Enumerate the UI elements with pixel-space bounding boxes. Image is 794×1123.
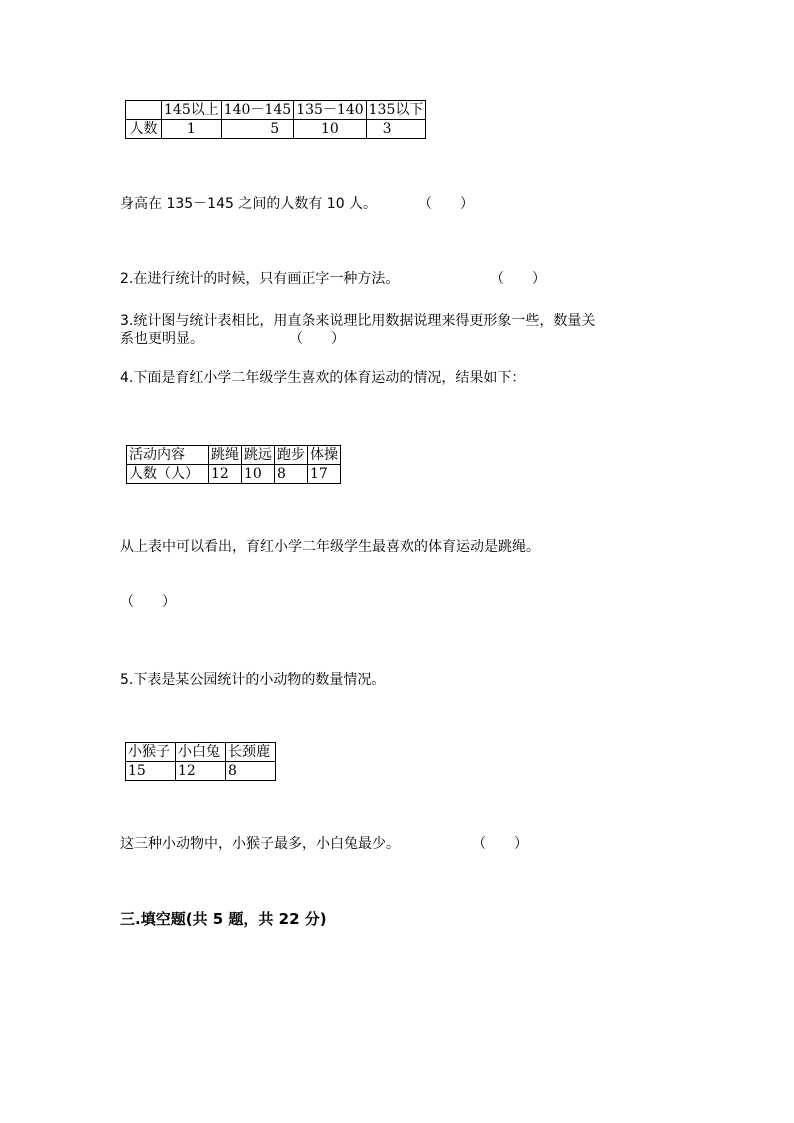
table-cell: 1 (162, 120, 222, 139)
q3-statement-line2: 系也更明显。 (120, 331, 204, 347)
table-row (127, 465, 341, 484)
q4-statement: 从上表中可以看出，育红小学二年级学生最喜欢的体育运动是跳绳。 (120, 539, 540, 555)
height-table (125, 100, 426, 139)
table-cell: 长颈鹿 (226, 743, 276, 762)
q5-prompt: 5.下表是某公园统计的小动物的数量情况。 (120, 672, 386, 688)
table-cell: 145以上 (162, 101, 222, 120)
table-cell: 135－140 (294, 101, 366, 120)
table-cell: 跑步 (275, 446, 308, 465)
table-cell: 3 (366, 120, 426, 139)
table-header-row (126, 743, 276, 762)
animals-table (125, 742, 276, 781)
table-cell (126, 101, 162, 120)
table-cell: 小白兔 (176, 743, 226, 762)
table-cell: 跳绳 (209, 446, 242, 465)
table-cell: 活动内容 (127, 446, 209, 465)
q4-answer-paren[interactable]: （ ） (120, 594, 176, 610)
q1-statement: 身高在 135－145 之间的人数有 10 人。 (120, 196, 378, 212)
table-cell: 5 (221, 120, 293, 139)
table-cell: 8 (275, 465, 308, 484)
q2-statement: 2.在进行统计的时候，只有画正字一种方法。 (120, 271, 400, 287)
table-cell: 跳远 (242, 446, 275, 465)
q2-answer-paren[interactable]: （ ） (490, 271, 546, 287)
q5-answer-paren[interactable]: （ ） (472, 836, 528, 852)
table-cell: 小猴子 (126, 743, 176, 762)
q4-prompt: 4.下面是育红小学二年级学生喜欢的体育运动的情况，结果如下： (120, 370, 526, 386)
section-3-heading: 三.填空题(共 5 题，共 22 分) (120, 910, 327, 928)
table-header-row (126, 101, 426, 120)
table-cell: 15 (126, 762, 176, 781)
table-cell: 8 (226, 762, 276, 781)
table-row (126, 120, 426, 139)
q1-answer-paren[interactable]: （ ） (418, 196, 474, 212)
table-row (126, 762, 276, 781)
q3-answer-paren[interactable]: （ ） (289, 331, 345, 347)
table-cell: 10 (242, 465, 275, 484)
table-header-row (127, 446, 341, 465)
q3-statement-line1: 3.统计图与统计表相比，用直条来说理比用数据说理来得更形象一些，数量关 (120, 313, 596, 329)
table-cell: 140－145 (221, 101, 293, 120)
table-cell: 17 (308, 465, 341, 484)
table-cell: 12 (176, 762, 226, 781)
table-cell: 人数 (126, 120, 162, 139)
sports-table (126, 445, 341, 484)
table-cell: 12 (209, 465, 242, 484)
table-cell: 体操 (308, 446, 341, 465)
table-cell: 人数（人） (127, 465, 209, 484)
table-cell: 10 (294, 120, 366, 139)
q5-statement: 这三种小动物中，小猴子最多，小白兔最少。 (120, 836, 400, 852)
table-cell: 135以下 (366, 101, 426, 120)
